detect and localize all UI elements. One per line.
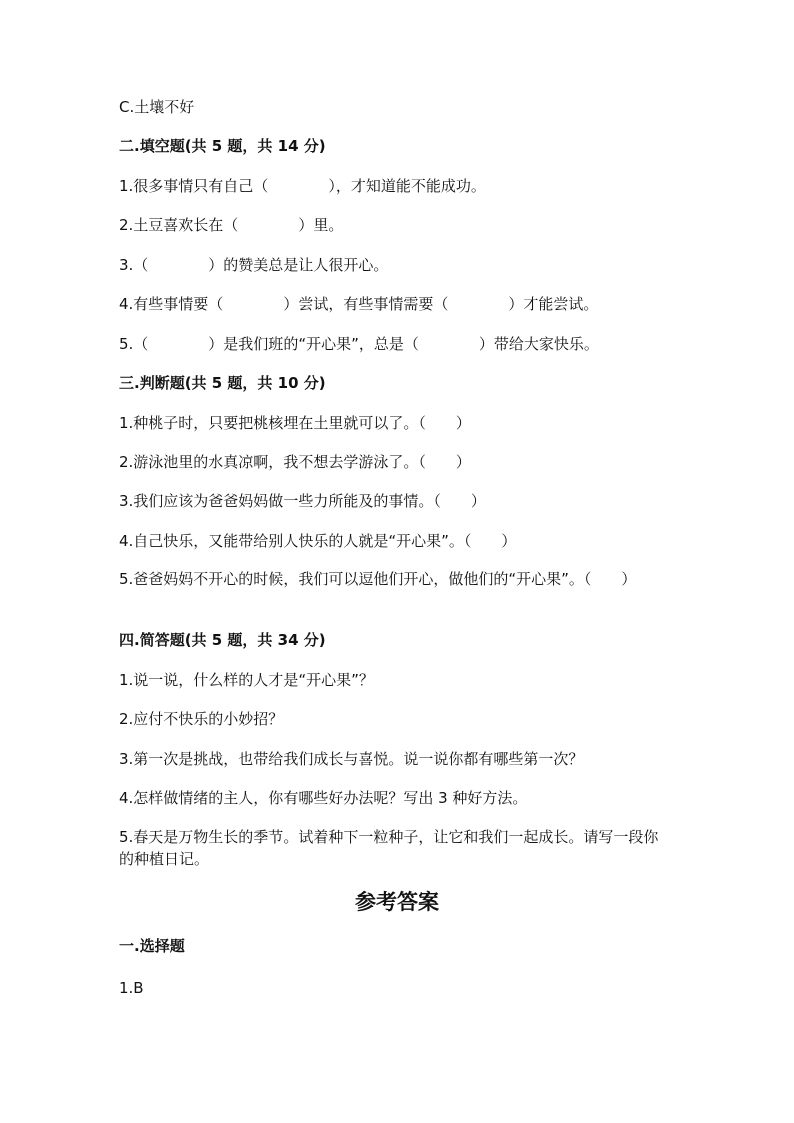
question-item: 4.有些事情要（ ）尝试，有些事情需要（ ）才能尝试。 [119, 295, 599, 313]
previous-option-c: C.土壤不好 [119, 98, 195, 116]
section-heading: 四.简答题(共 5 题，共 34 分) [119, 631, 326, 649]
section-heading: 二.填空题(共 5 题，共 14 分) [119, 137, 326, 155]
answer-item: 1.B [119, 979, 144, 997]
question-item: 1.很多事情只有自己（ ），才知道能不能成功。 [119, 177, 486, 195]
question-item: 3.第一次是挑战，也带给我们成长与喜悦。说一说你都有哪些第一次？ [119, 750, 584, 768]
question-item: 3.（ ）的赞美总是让人很开心。 [119, 256, 389, 274]
question-item: 4.自己快乐，又能带给别人快乐的人就是“开心果”。（ ） [119, 532, 517, 550]
question-item: 5.春天是万物生长的季节。试着种下一粒种子，让它和我们一起成长。请写一段你的种植日记。 [119, 828, 659, 868]
question-item: 2.应付不快乐的小妙招？ [119, 710, 284, 728]
question-item: 4.怎样做情绪的主人，你有哪些好办法呢？写出 3 种好方法。 [119, 789, 528, 807]
section-heading: 三.判断题(共 5 题，共 10 分) [119, 374, 326, 392]
answer-key-title: 参考答案 [355, 890, 439, 914]
question-item: 3.我们应该为爸爸妈妈做一些力所能及的事情。（ ） [119, 492, 486, 510]
question-item: 2.游泳池里的水真凉啊，我不想去学游泳了。（ ） [119, 453, 471, 471]
section-heading: 一.选择题 [119, 937, 185, 955]
question-item: 5.（ ）是我们班的“开心果”，总是（ ）带给大家快乐。 [119, 335, 599, 353]
question-item: 2.土豆喜欢长在（ ）里。 [119, 216, 344, 234]
question-item: 5.爸爸妈妈不开心的时候，我们可以逗他们开心，做他们的“开心果”。（ ） [119, 570, 637, 588]
question-item: 1.种桃子时，只要把桃核埋在土里就可以了。（ ） [119, 414, 471, 432]
question-item: 1.说一说，什么样的人才是“开心果”？ [119, 671, 374, 689]
